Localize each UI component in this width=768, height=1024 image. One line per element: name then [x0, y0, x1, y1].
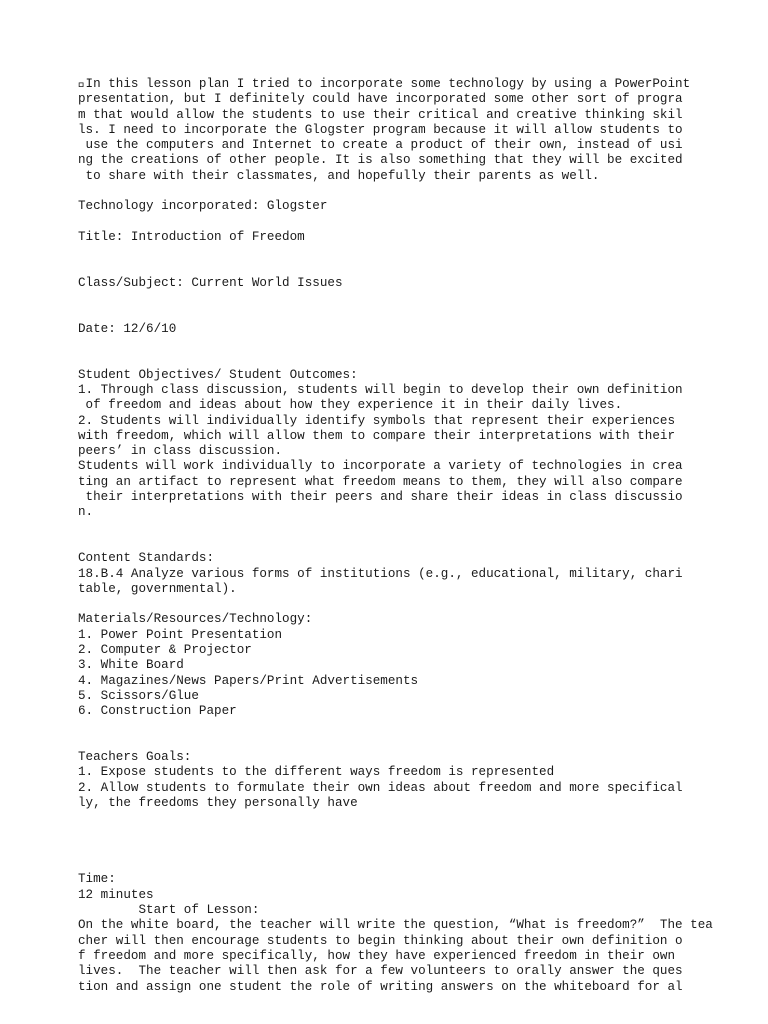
intro-line: In this lesson plan I tried to incorporate some technology by using a PowerPoint	[78, 77, 691, 91]
lesson-plan-text	[78, 77, 758, 995]
materials-item: 3. White Board	[78, 658, 184, 673]
objectives-section	[78, 368, 758, 521]
objectives-line: with freedom, which will allow them to compare their interpretations with their	[78, 428, 676, 443]
objectives-line: n.	[78, 505, 94, 520]
materials-section	[78, 612, 758, 719]
time-heading: Time:	[78, 872, 116, 887]
start-of-lesson-heading: Start of Lesson:	[78, 903, 260, 918]
intro-line: ng the creations of other people. It is also something that they will be excited	[78, 153, 683, 168]
goals-line: 1. Expose students to the different ways freedom is represented	[78, 765, 555, 780]
standards-heading: Content Standards:	[78, 551, 215, 566]
standards-line: 18.B.4 Analyze various forms of institutions (e.g., educational, military, chari	[78, 566, 683, 581]
materials-item: 2. Computer & Projector	[78, 642, 252, 657]
objectives-line: their interpretations with their peers and share their ideas in class discussio	[78, 490, 683, 505]
objectives-line: peers’ in class discussion.	[78, 444, 283, 459]
objectives-line: of freedom and ideas about how they experience it in their daily lives.	[78, 398, 623, 413]
materials-item: 5. Scissors/Glue	[78, 688, 199, 703]
time-line: cher will then encourage students to begin thinking about their own definition o	[78, 933, 683, 948]
title-line: Title: Introduction of Freedom	[78, 229, 305, 244]
time-section	[78, 872, 758, 994]
goals-heading: Teachers Goals:	[78, 750, 192, 765]
intro-line: presentation, but I definitely could have incorporated some other sort of progra	[78, 92, 683, 107]
standards-line: table, governmental).	[78, 581, 237, 596]
materials-item: 1. Power Point Presentation	[78, 627, 283, 642]
time-duration: 12 minutes	[78, 887, 154, 902]
standards-section	[78, 551, 758, 597]
time-line: tion and assign one student the role of writing answers on the whiteboard for al	[78, 979, 683, 994]
intro-line: ls. I need to incorporate the Glogster program because it will allow students to	[78, 122, 683, 137]
materials-heading: Materials/Resources/Technology:	[78, 612, 313, 627]
time-line: On the white board, the teacher will write the question, “What is freedom?” The tea	[78, 918, 713, 933]
objectives-line: Students will work individually to incorporate a variety of technologies in crea	[78, 459, 683, 474]
intro-line: to share with their classmates, and hopefully their parents as well.	[78, 168, 600, 183]
intro-line: use the computers and Internet to create a product of their own, instead of usi	[78, 138, 683, 153]
objectives-line: 2. Students will individually identify symbols that represent their experiences	[78, 413, 676, 428]
intro-line: m that would allow the students to use their critical and creative thinking skil	[78, 107, 683, 122]
goals-line: ly, the freedoms they personally have	[78, 795, 358, 810]
goals-line: 2. Allow students to formulate their own ideas about freedom and more specifical	[78, 780, 683, 795]
class-subject-line: Class/Subject: Current World Issues	[78, 275, 343, 290]
date-line: Date: 12/6/10	[78, 321, 177, 336]
goals-section	[78, 750, 758, 811]
intro-paragraph	[78, 77, 758, 184]
time-line: lives. The teacher will then ask for a few volunteers to orally answer the ques	[78, 964, 683, 979]
objectives-heading: Student Objectives/ Student Outcomes:	[78, 367, 358, 382]
objectives-line: 1. Through class discussion, students will begin to develop their own definition	[78, 382, 683, 397]
materials-item: 4. Magazines/News Papers/Print Advertisements	[78, 673, 419, 688]
objectives-line: ting an artifact to represent what freedom means to them, they will also compare	[78, 474, 683, 489]
materials-item: 6. Construction Paper	[78, 704, 237, 719]
time-line: f freedom and more specifically, how they have experienced freedom in their own	[78, 948, 676, 963]
technology-line: Technology incorporated: Glogster	[78, 199, 328, 214]
